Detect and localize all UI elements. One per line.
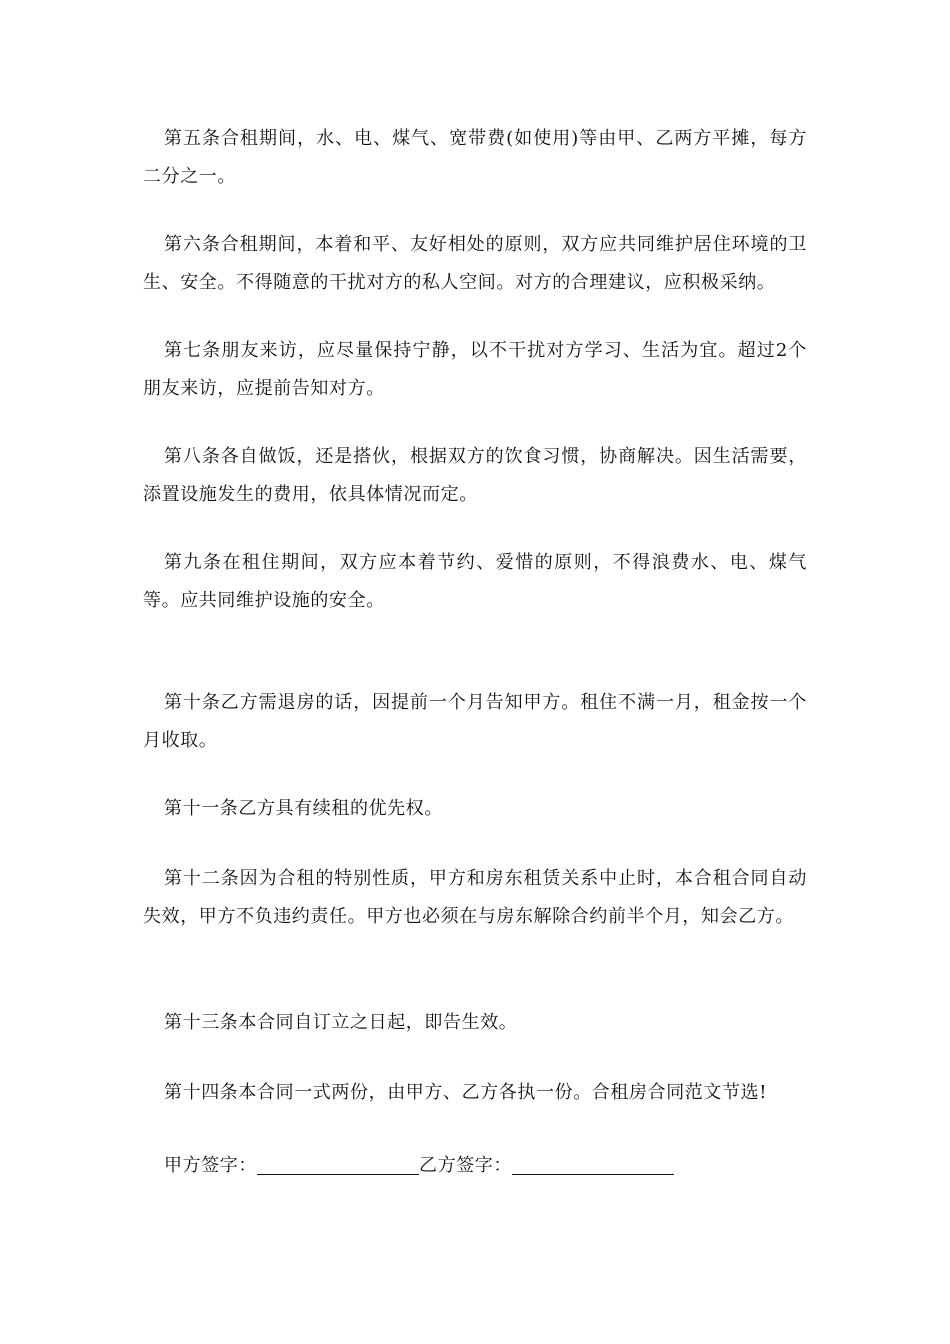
party-b-signature-label: 乙方签字：	[419, 1155, 512, 1176]
article-13: 第十三条本合同自订立之日起，即告生效。	[164, 1012, 518, 1033]
article-12: 第十二条因为合租的特别性质，甲方和房东租赁关系中止时，本合租合同自动失效，甲方不负违约责任。甲方也必须在与房东解除合约前半个月，知会乙方。	[143, 868, 807, 927]
party-a-signature-field[interactable]	[257, 1154, 419, 1175]
article-14: 第十四条本合同一式两份，由甲方、乙方各执一份。合租房合同范文节选!	[164, 1082, 768, 1103]
signature-line	[143, 1147, 807, 1185]
article-9: 第九条在租住期间，双方应本着节约、爱惜的原则，不得浪费水、电、煤气等。应共同维护设施的安全。	[143, 552, 807, 611]
party-a-signature-label: 甲方签字：	[164, 1155, 257, 1176]
article-6: 第六条合租期间，本着和平、友好相处的原则，双方应共同维护居住环境的卫生、安全。不得随意的干扰对方的私人空间。对方的合理建议，应积极采纳。	[143, 234, 807, 293]
article-10: 第十条乙方需退房的话，因提前一个月告知甲方。租住不满一月，租金按一个月收取。	[143, 692, 807, 751]
party-b-signature-field[interactable]	[512, 1154, 674, 1175]
article-7: 第七条朋友来访，应尽量保持宁静，以不干扰对方学习、生活为宜。超过2个朋友来访，应提前告知对方。	[143, 340, 807, 399]
article-5: 第五条合租期间，水、电、煤气、宽带费(如使用)等由甲、乙两方平摊，每方二分之一。	[143, 128, 807, 187]
article-11: 第十一条乙方具有续租的优先权。	[164, 798, 443, 819]
article-8: 第八条各自做饭，还是搭伙，根据双方的饮食习惯，协商解决。因生活需要，添置设施发生的费用，依具体情况而定。	[143, 446, 807, 505]
